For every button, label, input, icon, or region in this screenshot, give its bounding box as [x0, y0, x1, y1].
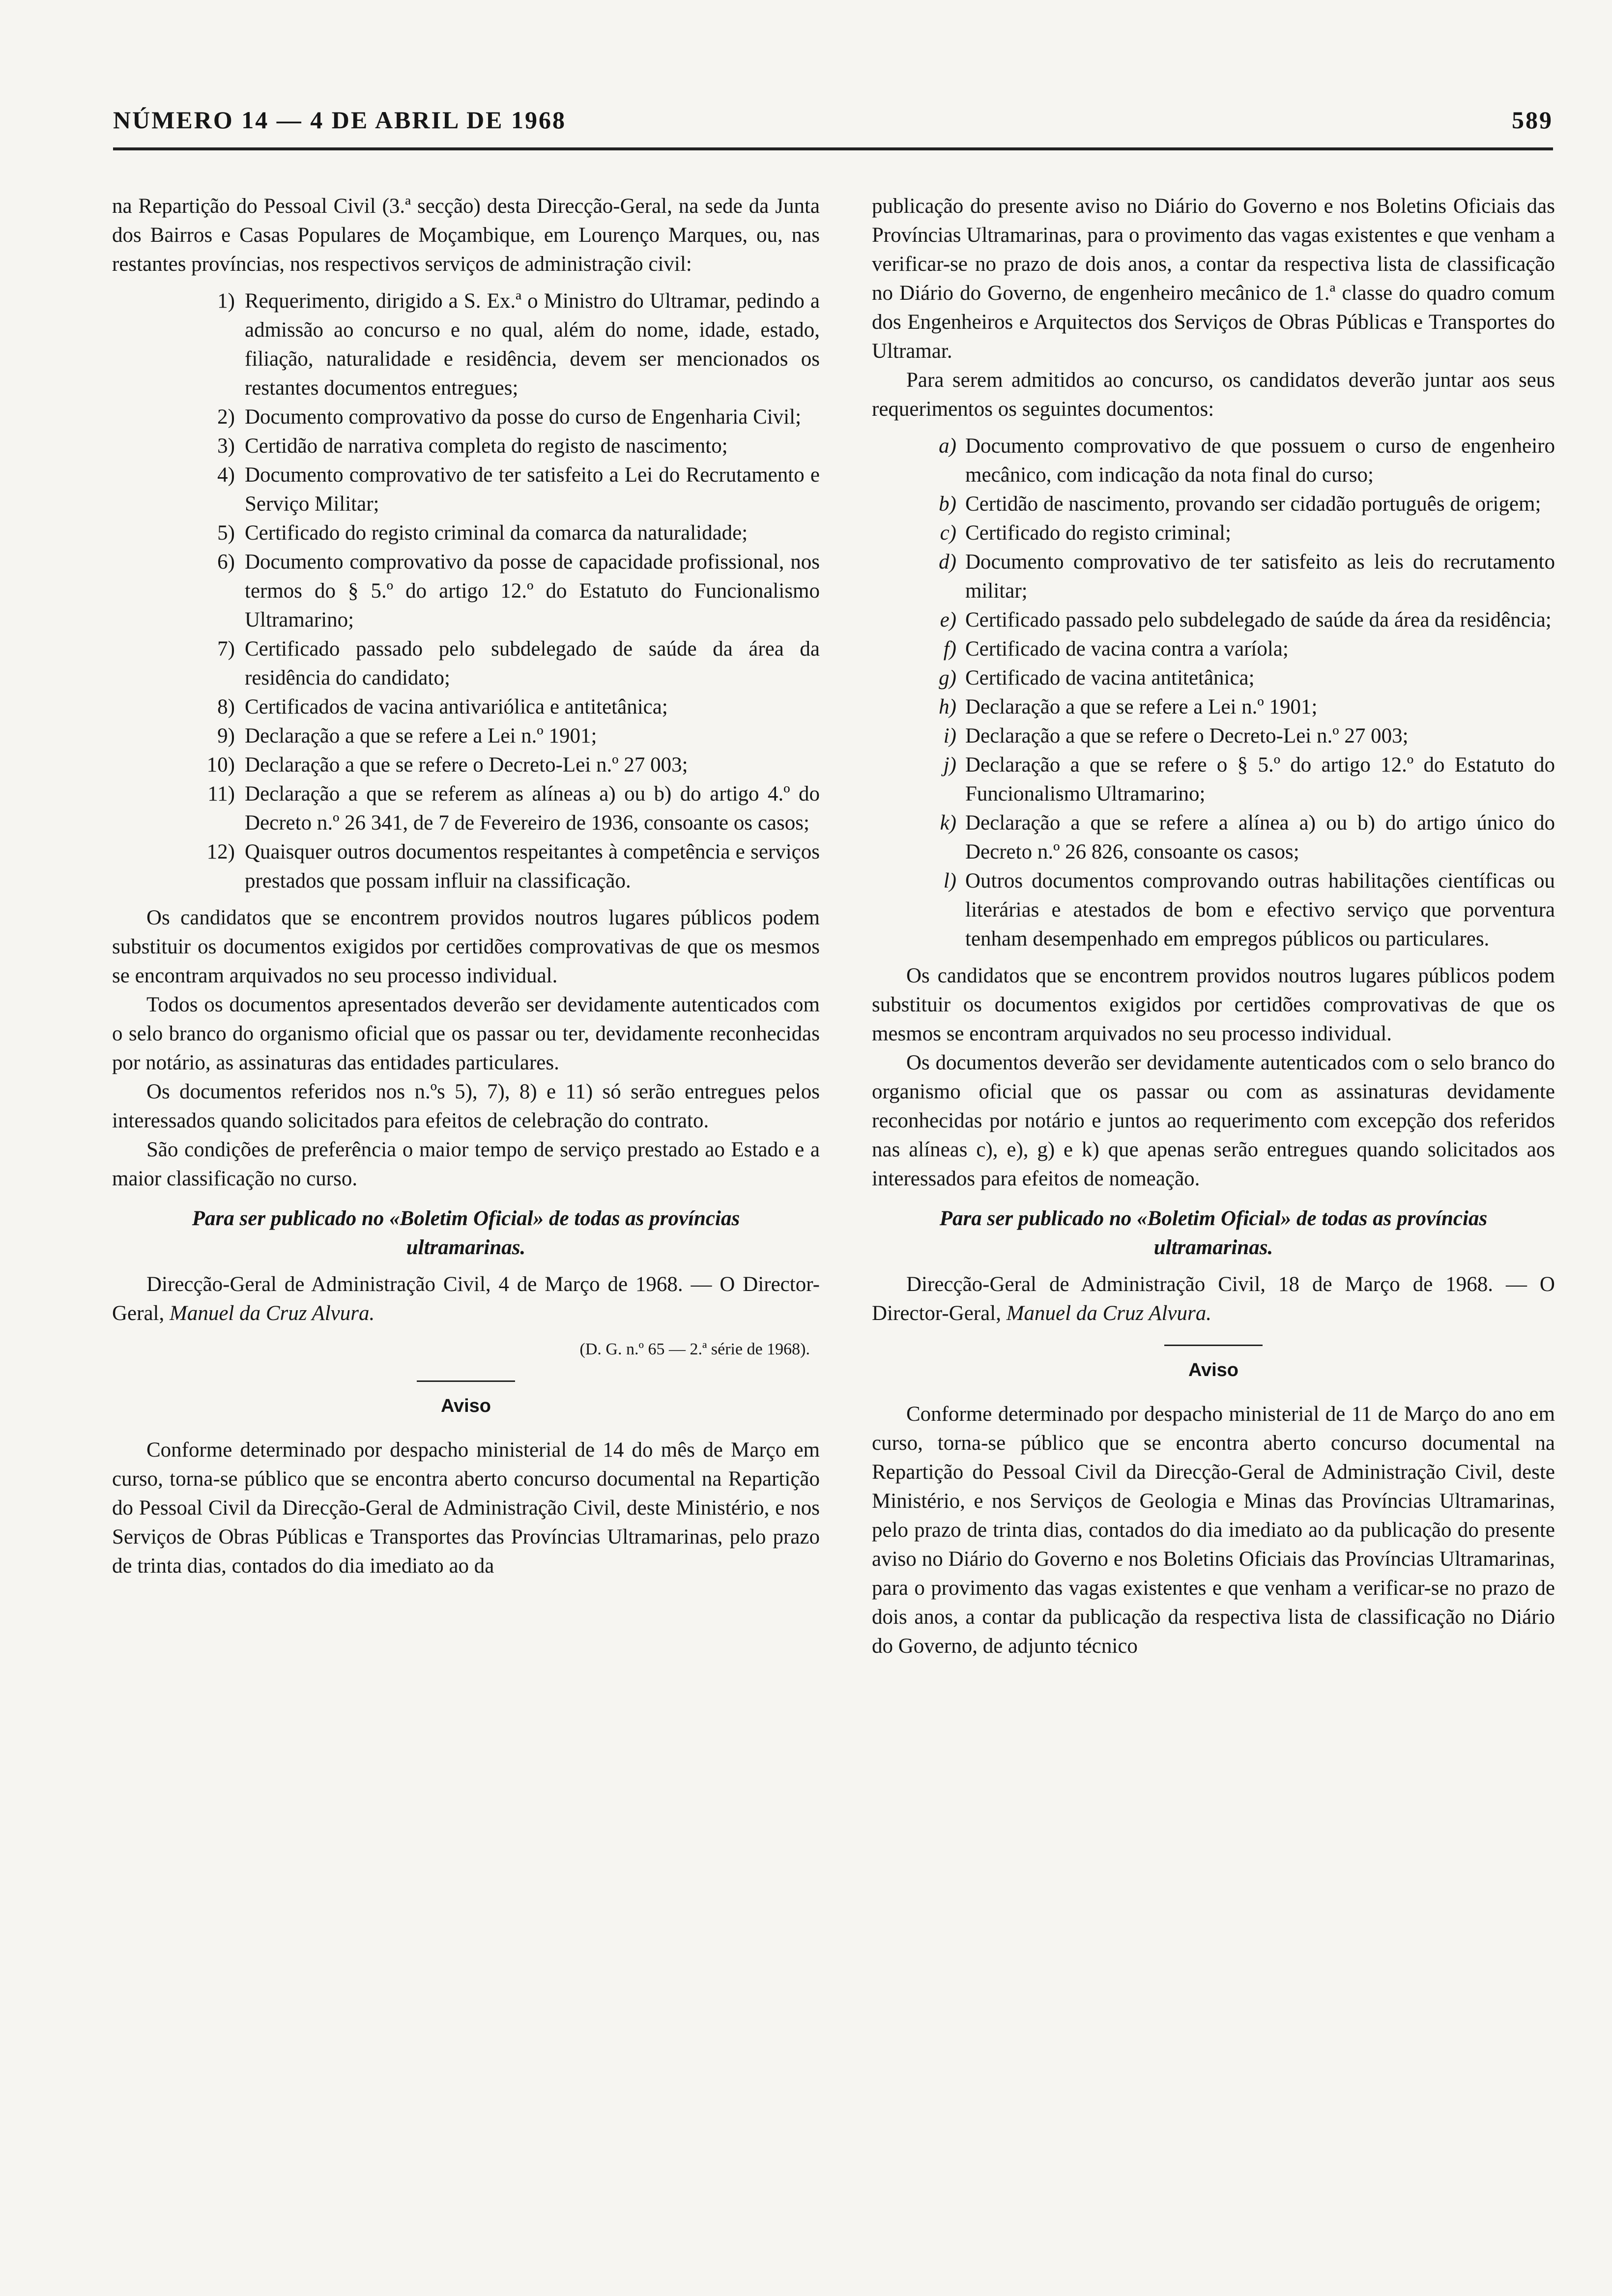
left-paragraph-delivery: Os documentos referidos nos n.ºs 5), 7), 8) e 11) só serão entregues pelos interessados quando solicitados para efeitos de celebração do contrato. [112, 1080, 820, 1132]
list-item-text: Documento comprovativo de que possuem o curso de engenheiro mecânico, com indicação da nota final do curso; [965, 434, 1555, 487]
list-item-text: Certificados de vacina antivariólica e antitetânica; [245, 695, 668, 718]
left-signature-text: Direcção-Geral de Administração Civil, 4 de Março de 1968. — O Director-Geral, [112, 1273, 820, 1325]
list-item [872, 808, 1555, 866]
list-item-number: 11) [207, 782, 235, 805]
list-item [112, 460, 820, 518]
list-item [112, 750, 820, 779]
list-item-text: Declaração a que se refere o Decreto-Lei n.º 27 003; [245, 753, 688, 776]
list-item [872, 518, 1555, 547]
list-item [872, 692, 1555, 721]
list-item-letter: f) [943, 637, 956, 660]
list-item [872, 431, 1555, 489]
list-item [112, 402, 820, 431]
list-item [872, 663, 1555, 692]
list-item [112, 634, 820, 692]
list-item-number: 6) [217, 550, 235, 574]
list-item-number: 3) [217, 434, 235, 458]
list-item-letter: h) [939, 695, 956, 718]
page-number: 589 [1512, 106, 1553, 134]
list-item [872, 721, 1555, 750]
list-item-text: Documento comprovativo da posse de capacidade profissional, nos termos do § 5.º do artigo 12.º do Estatuto do Funcionalismo Ultramarino; [245, 550, 820, 631]
list-item-text: Documento comprovativo da posse do curso de Engenharia Civil; [245, 405, 802, 429]
list-item-text: Certidão de nascimento, provando ser cidadão português de origem; [965, 492, 1541, 516]
list-item [872, 605, 1555, 634]
left-intro-paragraph: na Repartição do Pessoal Civil (3.ª secção) desta Direcção-Geral, na sede da Junta dos Bairros e Casas Populares de Moçambique, em Lourenço Marques, ou, nas restantes províncias, nos respectivos serviços de administração civil: [112, 195, 820, 276]
list-item [872, 750, 1555, 808]
list-item-letter: c) [940, 521, 956, 545]
header-rule [113, 147, 1553, 150]
list-item-letter: i) [943, 724, 956, 747]
left-paragraph-substitution: Os candidatos que se encontrem providos noutros lugares públicos podem substituir os documentos exigidos por certidões comprovativas de que os mesmos se encontram arquivados no seu processo individual. [112, 906, 820, 987]
list-item [112, 287, 820, 402]
left-document-list [112, 287, 820, 895]
section-divider [1164, 1345, 1263, 1346]
list-item-text: Declaração a que se refere o Decreto-Lei n.º 27 003; [965, 724, 1409, 747]
list-item-text: Certificado do registo criminal da comarca da naturalidade; [245, 521, 748, 545]
right-document-list [872, 431, 1555, 953]
list-item [112, 721, 820, 750]
right-column [872, 192, 1555, 2270]
list-item-text: Documento comprovativo de ter satisfeito as leis do recrutamento militar; [965, 550, 1555, 603]
list-item-number: 7) [217, 637, 235, 660]
left-paragraph-authentication: Todos os documentos apresentados deverão ser devidamente autenticados com o selo branco do organismo oficial que os passar ou ter, devidamente reconhecidas por notário, as assinaturas das entidades particulares. [112, 993, 820, 1074]
left-paragraph-preference: São condições de preferência o maior tempo de serviço prestado ao Estado e a maior classificação no curso. [112, 1138, 820, 1190]
list-item [112, 518, 820, 547]
list-item-letter: d) [939, 550, 956, 574]
right-publication-note: Para ser publicado no «Boletim Oficial» de todas as províncias ultramarinas. [939, 1207, 1488, 1259]
list-item-number: 1) [217, 289, 235, 313]
list-item-number: 8) [217, 695, 235, 718]
right-signature-text: Direcção-Geral de Administração Civil, 18 de Março de 1968. — O Director-Geral, [872, 1273, 1555, 1325]
page-header [113, 106, 1553, 137]
list-item-text: Certidão de narrativa completa do registo de nascimento; [245, 434, 728, 458]
right-signatory-name: Manuel da Cruz Alvura. [1006, 1302, 1211, 1325]
right-intro-paragraph: publicação do presente aviso no Diário do Governo e nos Boletins Oficiais das Províncias Ultramarinas, para o provimento das vagas existentes e que venham a verificar-se no prazo de dois anos, a contar da respectiva lista de classificação no Diário do Governo, de engenheiro mecânico de 1.ª classe do quadro comum dos Engenheiros e Arquitectos dos Serviços de Obras Públicas e Transportes do Ultramar. [872, 195, 1555, 363]
list-item-text: Requerimento, dirigido a S. Ex.ª o Ministro do Ultramar, pedindo a admissão ao concurso e no qual, além do nome, idade, estado, filiação, naturalidade e residência, devem ser mencionados os restantes documentos entregues; [245, 289, 820, 400]
list-item-letter: l) [943, 869, 956, 892]
list-item-number: 9) [217, 724, 235, 747]
right-aviso-heading: Aviso [1188, 1360, 1239, 1380]
left-aviso-heading: Aviso [440, 1396, 491, 1416]
header-title: NÚMERO 14 — 4 DE ABRIL DE 1968 [113, 106, 567, 134]
right-aviso-paragraph: Conforme determinado por despacho ministerial de 11 de Março do ano em curso, torna-se público que se encontra aberto concurso documental na Repartição do Pessoal Civil da Direcção-Geral de Administração Civil, deste Ministério, e nos Serviços de Geologia e Minas das Províncias Ultramarinas, pelo prazo de trinta dias, contados do dia imediato ao da publicação do presente aviso no Diário do Governo e nos Boletins Oficiais das Províncias Ultramarinas, para o provimento das vagas existentes e que venham a verificar-se no prazo de dois anos, a contar da publicação da respectiva lista de classificação no Diário do Governo, de adjunto técnico [872, 1403, 1555, 1658]
list-item [872, 547, 1555, 605]
left-aviso-paragraph: Conforme determinado por despacho ministerial de 14 do mês de Março em curso, torna-se público que se encontra aberto concurso documental na Repartição do Pessoal Civil da Direcção-Geral de Administração Civil, deste Ministério, e nos Serviços de Obras Públicas e Transportes das Províncias Ultramarinas, pelo prazo de trinta dias, contados do dia imediato ao da [112, 1438, 820, 1578]
list-item-text: Documento comprovativo de ter satisfeito a Lei do Recrutamento e Serviço Militar; [245, 463, 820, 516]
left-signatory-name: Manuel da Cruz Alvura. [170, 1302, 375, 1325]
list-item-text: Declaração a que se referem as alíneas a) ou b) do artigo 4.º do Decreto n.º 26 341, de 7 de Fevereiro de 1936, consoante os casos; [245, 782, 820, 834]
list-item-text: Outros documentos comprovando outras habilitações científicas ou literárias e atestados de bom e efectivo serviço que porventura tenham desempenhado em empregos públicos ou particulares. [965, 869, 1555, 950]
list-item [112, 837, 820, 895]
list-item [112, 547, 820, 634]
list-item-letter: j) [943, 753, 956, 776]
list-item [872, 866, 1555, 953]
list-item [872, 634, 1555, 663]
list-item-letter: b) [939, 492, 956, 516]
list-item-text: Certificado do registo criminal; [965, 521, 1231, 545]
left-signature-line [112, 1270, 820, 1328]
left-gazette-reference: (D. G. n.º 65 — 2.ª série de 1968). [579, 1340, 810, 1358]
list-item-number: 10) [206, 753, 235, 776]
list-item-letter: k) [940, 811, 956, 834]
list-item-text: Certificado passado pelo subdelegado de saúde da área da residência; [965, 608, 1552, 631]
section-divider [417, 1380, 515, 1382]
list-item [872, 489, 1555, 518]
right-signature-line [872, 1270, 1555, 1328]
list-item-text: Declaração a que se refere a Lei n.º 1901; [965, 695, 1318, 718]
list-item-text: Certificado de vacina contra a varíola; [965, 637, 1289, 660]
list-item-number: 5) [217, 521, 235, 545]
list-item-letter: g) [939, 666, 956, 689]
left-publication-note: Para ser publicado no «Boletim Oficial» de todas as províncias ultramarinas. [192, 1207, 740, 1259]
right-paragraph-substitution: Os candidatos que se encontrem providos noutros lugares públicos podem substituir os documentos exigidos por certidões comprovativas de que os mesmos se encontram arquivados no seu processo individual. [872, 964, 1555, 1045]
list-item-letter: a) [939, 434, 956, 458]
list-item-number: 2) [217, 405, 235, 429]
list-item-text: Quaisquer outros documentos respeitantes à competência e serviços prestados que possam influir na classificação. [245, 840, 820, 892]
list-item-text: Certificado de vacina antitetânica; [965, 666, 1255, 689]
list-item-text: Declaração a que se refere a alínea a) ou b) do artigo único do Decreto n.º 26 826, consoante os casos; [965, 811, 1555, 863]
right-admission-paragraph: Para serem admitidos ao concurso, os candidatos deverão juntar aos seus requerimentos os seguintes documentos: [872, 369, 1555, 421]
left-column [112, 192, 820, 2270]
list-item-text: Declaração a que se refere o § 5.º do artigo 12.º do Estatuto do Funcionalismo Ultramarino; [965, 753, 1555, 805]
list-item [112, 692, 820, 721]
list-item [112, 431, 820, 460]
list-item-letter: e) [940, 608, 956, 631]
list-item-number: 4) [217, 463, 235, 487]
right-paragraph-authentication: Os documentos deverão ser devidamente autenticados com o selo branco do organismo oficial que os passar ou com as assinaturas devidamente reconhecidas por notário e juntos ao requerimento com excepção dos referidos nas alíneas c), e), g) e k) que apenas serão entregues quando solicitados aos interessados para efeitos de nomeação. [872, 1051, 1555, 1190]
list-item-number: 12) [206, 840, 235, 863]
list-item-text: Certificado passado pelo subdelegado de saúde da área da residência do candidato; [245, 637, 820, 689]
list-item [112, 779, 820, 837]
list-item-text: Declaração a que se refere a Lei n.º 1901; [245, 724, 597, 747]
